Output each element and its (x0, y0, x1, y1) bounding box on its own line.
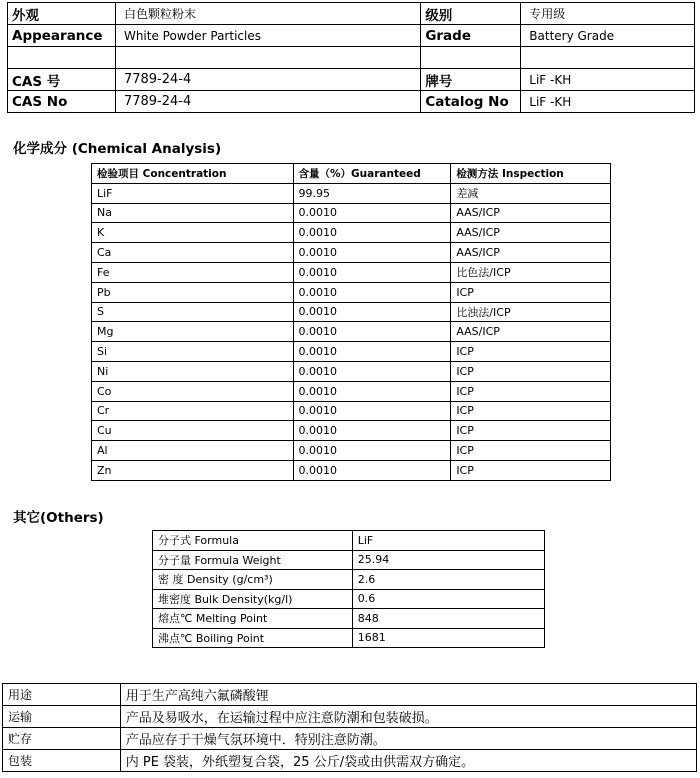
value-cell: 848 (352, 609, 544, 629)
table-row (92, 460, 611, 480)
label-cell: Catalog No (421, 91, 521, 113)
value-cell: 比浊法/ICP (451, 302, 611, 322)
table-row (92, 302, 611, 322)
label-cell: Ni (92, 361, 294, 381)
value-cell: 0.0010 (293, 203, 451, 223)
label-cell: Al (92, 441, 294, 461)
value-cell: 0.0010 (293, 302, 451, 322)
label-cell: Grade (421, 25, 521, 47)
label-cell: 堆密度 Bulk Density(kg/l) (153, 589, 353, 609)
chemical-analysis-title: 化学成分 (Chemical Analysis) (13, 141, 222, 157)
value-cell: 0.0010 (293, 282, 451, 302)
table-row (153, 550, 545, 570)
value-cell: ICP (451, 381, 611, 401)
value-cell: 0.0010 (293, 262, 451, 282)
value-cell: White Powder Particles (115, 25, 420, 47)
table-header-row (92, 164, 611, 184)
table-row (92, 342, 611, 362)
table-row (8, 3, 695, 25)
label-cell: 级别 (421, 3, 521, 25)
label-cell: Pb (92, 282, 294, 302)
label-cell: LiF (92, 183, 294, 203)
value-cell: ICP (451, 361, 611, 381)
table-row (8, 25, 695, 47)
table-row (92, 322, 611, 342)
label-cell: 贮存 (3, 728, 121, 750)
label-cell: Co (92, 381, 294, 401)
value-cell: 用于生产高纯六氟磷酸锂 (120, 684, 696, 706)
label-cell: 运输 (3, 706, 121, 728)
table-row (92, 223, 611, 243)
value-cell: Battery Grade (521, 25, 695, 47)
label-cell: 分子式 Formula (153, 531, 353, 551)
value-cell: 7789-24-4 (115, 69, 420, 91)
label-cell: 用途 (3, 684, 121, 706)
label-cell: 外观 (8, 3, 116, 25)
value-cell: 比色法/ICP (451, 262, 611, 282)
value-cell: ICP (451, 441, 611, 461)
value-cell: AAS/ICP (451, 223, 611, 243)
value-cell: LiF -KH (521, 69, 695, 91)
label-cell: Fe (92, 262, 294, 282)
value-cell: 0.0010 (293, 421, 451, 441)
product-info-table (7, 2, 695, 113)
table-row (8, 47, 695, 69)
table-row (92, 361, 611, 381)
value-cell: 2.6 (352, 570, 544, 590)
table-row (92, 441, 611, 461)
value-cell: 7789-24-4 (115, 91, 420, 113)
label-cell: Ca (92, 243, 294, 263)
others-table (152, 530, 545, 648)
value-cell: 0.0010 (293, 401, 451, 421)
value-cell: 差减 (451, 183, 611, 203)
column-header: 检验项目 Concentration (92, 164, 294, 184)
table-row (3, 728, 697, 750)
value-cell: LiF (352, 531, 544, 551)
value-cell: AAS/ICP (451, 203, 611, 223)
value-cell: 0.0010 (293, 342, 451, 362)
others-title: 其它(Others) (13, 510, 104, 526)
table-row (8, 91, 695, 113)
label-cell: 包装 (3, 750, 121, 772)
value-cell: 99.95 (293, 183, 451, 203)
value-cell: ICP (451, 342, 611, 362)
value-cell: 0.0010 (293, 460, 451, 480)
label-cell: Mg (92, 322, 294, 342)
table-row (92, 381, 611, 401)
table-row (153, 570, 545, 590)
value-cell: ICP (451, 460, 611, 480)
value-cell: 内 PE 袋装，外纸塑复合袋，25 公斤/袋或由供需双方确定。 (120, 750, 696, 772)
table-row (3, 750, 697, 772)
table-row (3, 684, 697, 706)
value-cell: ICP (451, 421, 611, 441)
value-cell: 0.0010 (293, 441, 451, 461)
column-header: 含量（%）Guaranteed (293, 164, 451, 184)
label-cell (8, 47, 116, 69)
value-cell: 0.0010 (293, 381, 451, 401)
usage-table (2, 683, 697, 772)
value-cell: 产品及易吸水，在运输过程中应注意防潮和包装破损。 (120, 706, 696, 728)
label-cell: Cr (92, 401, 294, 421)
label-cell: CAS No (8, 91, 116, 113)
label-cell: Na (92, 203, 294, 223)
usage-body (3, 684, 697, 772)
chemical-analysis-body (92, 164, 611, 481)
label-cell: Zn (92, 460, 294, 480)
table-row (92, 262, 611, 282)
value-cell (115, 47, 420, 69)
label-cell (421, 47, 521, 69)
table-row (153, 628, 545, 648)
table-row (8, 69, 695, 91)
value-cell: AAS/ICP (451, 243, 611, 263)
label-cell: 密 度 Density (g/cm³) (153, 570, 353, 590)
table-row (153, 609, 545, 629)
table-row (3, 706, 697, 728)
label-cell: 牌号 (421, 69, 521, 91)
value-cell: 0.0010 (293, 243, 451, 263)
table-row (92, 282, 611, 302)
value-cell: LiF -KH (521, 91, 695, 113)
value-cell: 白色颗粒粉末 (115, 3, 420, 25)
value-cell: 0.0010 (293, 361, 451, 381)
value-cell: 专用级 (521, 3, 695, 25)
label-cell: CAS 号 (8, 69, 116, 91)
value-cell: ICP (451, 282, 611, 302)
value-cell: AAS/ICP (451, 322, 611, 342)
table-row (92, 243, 611, 263)
value-cell: ICP (451, 401, 611, 421)
label-cell: S (92, 302, 294, 322)
table-row (92, 421, 611, 441)
table-row (153, 589, 545, 609)
value-cell (521, 47, 695, 69)
table-row (92, 183, 611, 203)
value-cell: 1681 (352, 628, 544, 648)
label-cell: 分子量 Formula Weight (153, 550, 353, 570)
value-cell: 25.94 (352, 550, 544, 570)
value-cell: 0.0010 (293, 223, 451, 243)
value-cell: 0.6 (352, 589, 544, 609)
label-cell: 熔点℃ Melting Point (153, 609, 353, 629)
label-cell: Appearance (8, 25, 116, 47)
column-header: 检测方法 Inspection (451, 164, 611, 184)
label-cell: Cu (92, 421, 294, 441)
label-cell: Si (92, 342, 294, 362)
value-cell: 0.0010 (293, 322, 451, 342)
chemical-analysis-table (91, 163, 611, 481)
others-body (153, 531, 545, 648)
table-row (153, 531, 545, 551)
label-cell: K (92, 223, 294, 243)
table-row (92, 203, 611, 223)
label-cell: 沸点℃ Boiling Point (153, 628, 353, 648)
table-row (92, 401, 611, 421)
value-cell: 产品应存于干燥气氛环境中．特别注意防潮。 (120, 728, 696, 750)
